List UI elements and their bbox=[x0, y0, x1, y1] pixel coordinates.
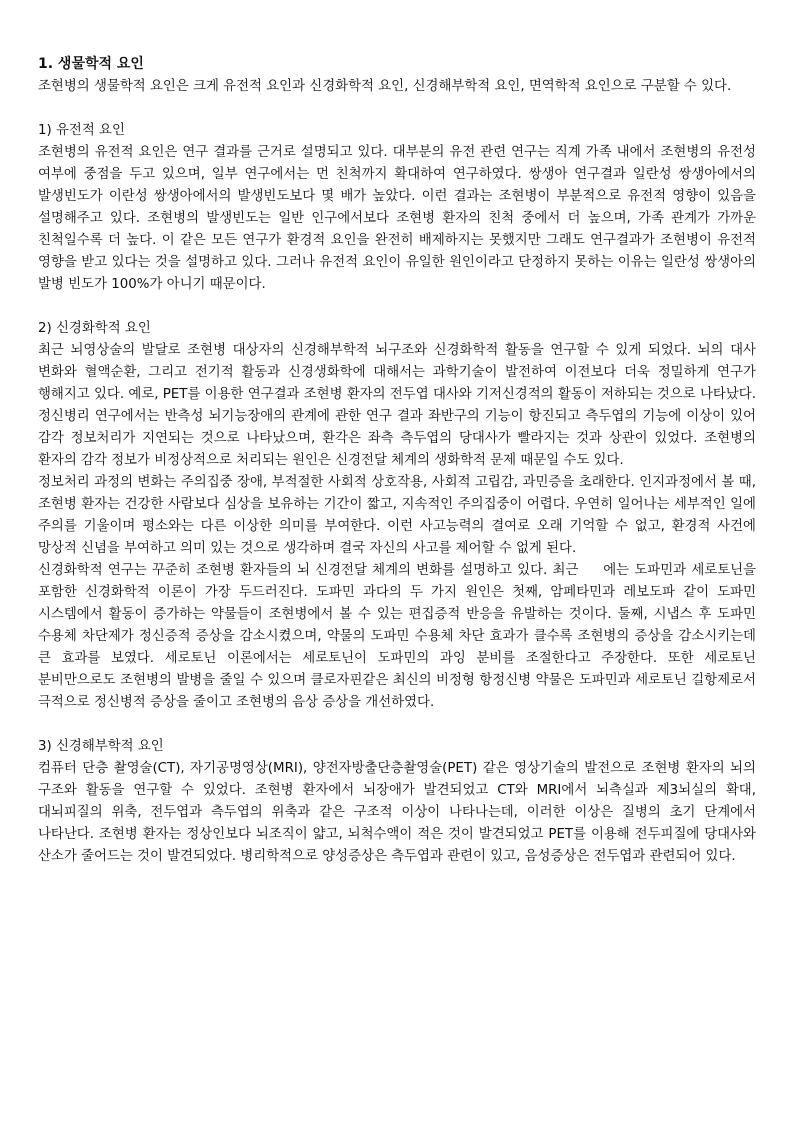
spacer bbox=[38, 714, 756, 736]
section-title: 1. 생물학적 요인 bbox=[38, 56, 144, 72]
document-page bbox=[38, 52, 756, 868]
neurochemical-paragraph-3: 신경화학적 연구는 꾸준히 조현병 환자들의 뇌 신경전달 체계의 변화를 설명하고 있다. 최근 에는 도파민과 세로토닌을 포함한 신경화학적 이론이 가장 두드러진다. 도파민 과다의 두 가지 원인은 첫째, 암페타민과 레보도파 같이 도파민 시스템에서 활동이 증가하는 약물들이 조현병에서 볼 수 있는 편집증적 반응을 유발하는 것이다. 둘째, 시냅스 후 도파민 수용체 차단제가 정신증적 증상을 감소시켰으며, 약물의 도파민 수용체 차단 효과가 클수록 조현병의 증상을 감소시키는데 큰 효과를 보였다. 세로토닌 이론에서는 세로토닌이 도파민의 과잉 분비를 조절한다고 주장한다. 또한 세로토닌 분비만으로도 조현병의 발병을 줄일 수 있으며 클로자핀같은 최신의 비정형 항정신병 약물은 도파민과 세로토닌 길항제로서 극적으로 정신병적 증상을 줄이고 조현병의 음상 증상을 개선하였다. bbox=[38, 563, 756, 710]
neurochemical-paragraph-2: 정보처리 과정의 변화는 주의집중 장애, 부적절한 사회적 상호작용, 사회적 고립감, 과민증을 초래한다. 인지과정에서 볼 때, 조현병 환자는 건강한 사람보다 심상을 보유하는 기간이 짧고, 지속적인 주의집중이 어렵다. 우연히 일어나는 세부적인 일에 주의를 기울이며 평소와는 다른 이상한 의미를 부여한다. 이런 사고능력의 결여로 오래 기억할 수 없고, 환경적 사건에 망상적 신념을 부여하고 의미 있는 것으로 생각하며 결국 자신의 사고를 제어할 수 없게 된다. bbox=[38, 475, 756, 556]
section-intro: 조현병의 생물학적 요인은 크게 유전적 요인과 신경화학적 요인, 신경해부학적 요인, 면역학적 요인으로 구분할 수 있다. bbox=[38, 79, 732, 94]
neuroanatomical-heading: 3) 신경해부학적 요인 bbox=[38, 739, 164, 754]
spacer bbox=[38, 296, 756, 318]
neuroanatomical-paragraph: 컴퓨터 단층 촬영술(CT), 자기공명영상(MRI), 양전자방출단층촬영술(PET) 같은 영상기술의 발전으로 조현병 환자의 뇌의 구조와 활동을 연구할 수 있었다. 조현병 환자에서 뇌장애가 발견되었고 CT와 MRI에서 뇌측실과 제3뇌실의 확대, 대뇌피질의 위축, 전두엽과 측두엽의 위축과 같은 구조적 이상이 나타나는데, 이러한 이상은 질병의 초기 단계에서 나타난다. 조현병 환자는 정상인보다 뇌조직이 얇고, 뇌척수액이 적은 것이 발견되었고 PET를 이용해 전두피질에 당대사와 산소가 줄어드는 것이 발견되었다. 병리학적으로 양성증상은 측두엽과 관련이 있고, 음성증상은 전두엽과 관련되어 있다. bbox=[38, 761, 756, 864]
spacer bbox=[38, 98, 756, 120]
genetic-heading: 1) 유전적 요인 bbox=[38, 123, 125, 138]
neurochemical-heading: 2) 신경화학적 요인 bbox=[38, 321, 151, 336]
genetic-paragraph: 조현병의 유전적 요인은 연구 결과를 근거로 설명되고 있다. 대부분의 유전 관련 연구는 직계 가족 내에서 조현병의 유전성 여부에 중점을 두고 있으며, 일부 연구에서는 먼 친척까지 확대하여 연구하였다. 쌍생아 연구결과 일란성 쌍생아에서의 발생빈도가 이란성 쌍생아에서의 발생빈도보다 몇 배가 높았다. 이런 결과는 조현병이 부분적으로 유전적 영향이 있음을 설명해주고 있다. 조현병의 발생빈도는 일반 인구에서보다 조현병 환자의 친척 중에서 더 높으며, 가족 관계가 가까운 친척일수록 더 높다. 이 같은 모든 연구가 환경적 요인을 완전히 배제하지는 못했지만 그래도 연구결과가 조현병이 유전적 영향을 받고 있다는 것을 설명하고 있다. 그러나 유전적 요인이 유일한 원인이라고 단정하지 못하는 이유는 일란성 쌍생아의 발병 빈도가 100%가 아니기 때문이다. bbox=[38, 145, 756, 292]
neurochemical-paragraph-1: 최근 뇌영상술의 발달로 조현병 대상자의 신경해부학적 뇌구조와 신경화학적 활동을 연구할 수 있게 되었다. 뇌의 대사 변화와 혈액순환, 그리고 전기적 활동과 신경생화학에 대해서는 과학기술이 발전하여 이전보다 더욱 정밀하게 연구가 행해지고 있다. 예로, PET를 이용한 연구결과 조현병 환자의 전두엽 대사와 기저신경적의 활동이 저하되는 것으로 나타났다. 정신병리 연구에서는 반측성 뇌기능장애의 관계에 관한 연구 결과 좌반구의 기능이 항진되고 측두엽의 기능에 이상이 있어 감각 정보처리가 지연되는 것으로 나타났으며, 환각은 좌측 측두엽의 당대사가 빨라지는 것과 상관이 있었다. 조현병의 환자의 감각 정보가 비정상적으로 처리되는 원인은 신경전달 체계의 생화학적 문제 때문일 수도 있다. bbox=[38, 343, 756, 468]
